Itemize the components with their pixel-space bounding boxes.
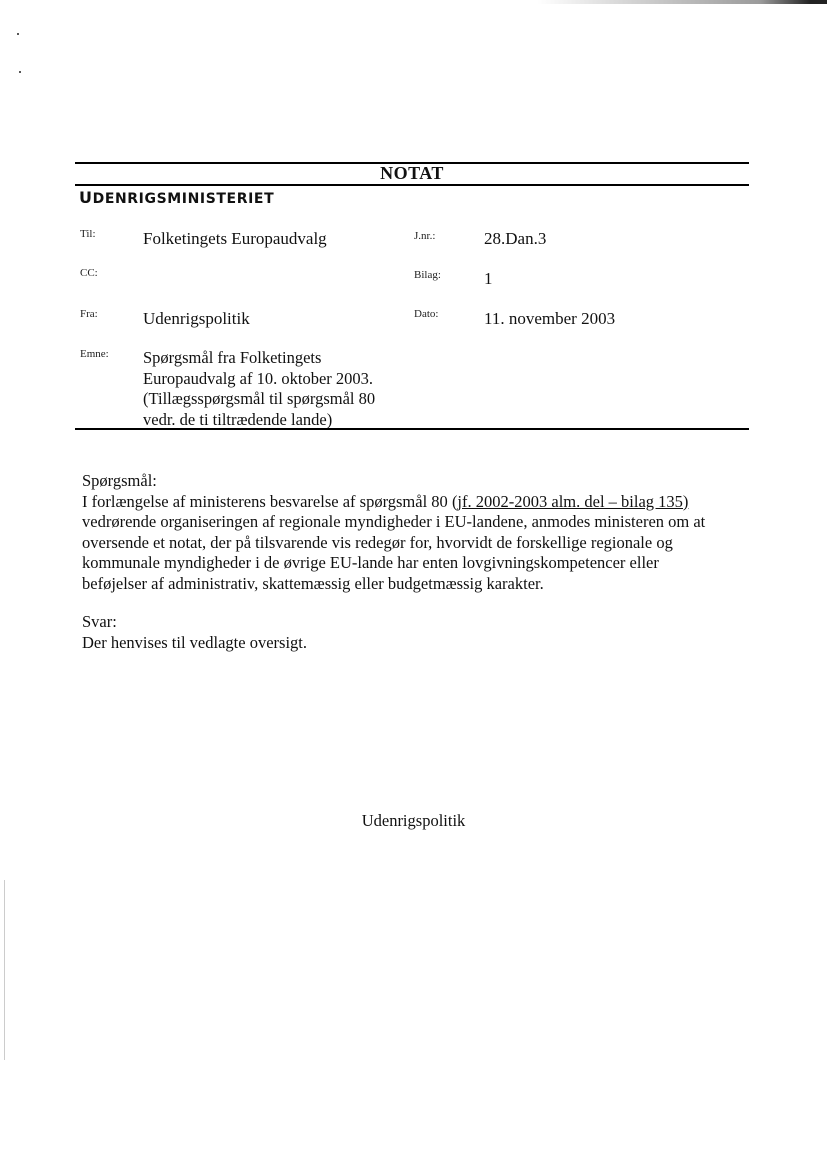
ministry-name-rest: DENRIGSMINISTERIET [92,191,275,207]
question-line-prefix: I forlængelse af ministerens besvarelse af spørgsmål 80 [82,491,452,511]
ministry-name-initial: U [79,188,93,207]
answer-text: Der henvises til vedlagte oversigt. [82,632,307,652]
emne-label: Emne: [80,348,109,360]
ministry-name [79,188,274,207]
answer-section [82,612,747,653]
question-line: vedrørende organiseringen af regionale myndigheder i EU-landene, anmodes ministeren om at [82,512,706,531]
bilag-label: Bilag: [414,269,441,281]
emne-value [143,348,403,430]
question-line [82,492,747,513]
emne-line: (Tillægsspørgsmål til spørgsmål 80 [143,389,376,408]
fra-value: Udenrigspolitik [143,309,250,328]
scan-edge-line [4,880,5,1060]
jnr-label: J.nr.: [414,230,436,242]
signature: Udenrigspolitik [361,811,466,830]
cc-label: CC: [80,267,98,279]
til-value: Folketingets Europaudvalg [143,229,327,248]
emne-line: Spørgsmål fra Folketingets [143,348,322,367]
scan-speck [19,71,21,73]
answer-heading: Svar: [82,612,117,631]
til-label: Til: [80,228,96,240]
document-type-title: NOTAT [380,163,444,183]
reference-link[interactable]: (jf. 2002-2003 alm. del – bilag 135) [451,491,689,511]
bilag-value: 1 [484,269,493,288]
dato-value: 11. november 2003 [484,309,616,328]
scan-speck [17,33,19,35]
jnr-value: 28.Dan.3 [484,229,547,248]
question-section [82,471,747,594]
question-heading: Spørgsmål: [82,471,157,490]
emne-line: Europaudvalg af 10. oktober 2003. [143,368,374,388]
fra-label: Fra: [80,308,98,320]
question-line: oversende et notat, der på tilsvarende vis redegør for, hvorvidt de forskellige regionale og [82,532,673,552]
emne-line: vedr. de ti tiltrædende lande) [143,409,333,429]
question-line: kommunale myndigheder i de øvrige EU-lande har enten lovgivningskompetencer eller [82,553,659,572]
question-line: beføjelser af administrativ, skattemæssig eller budgetmæssig karakter. [82,573,544,593]
header-rule-bottom [75,428,749,430]
header-rule-middle [75,184,749,186]
dato-label: Dato: [414,308,439,320]
scan-edge-shadow [0,0,827,4]
